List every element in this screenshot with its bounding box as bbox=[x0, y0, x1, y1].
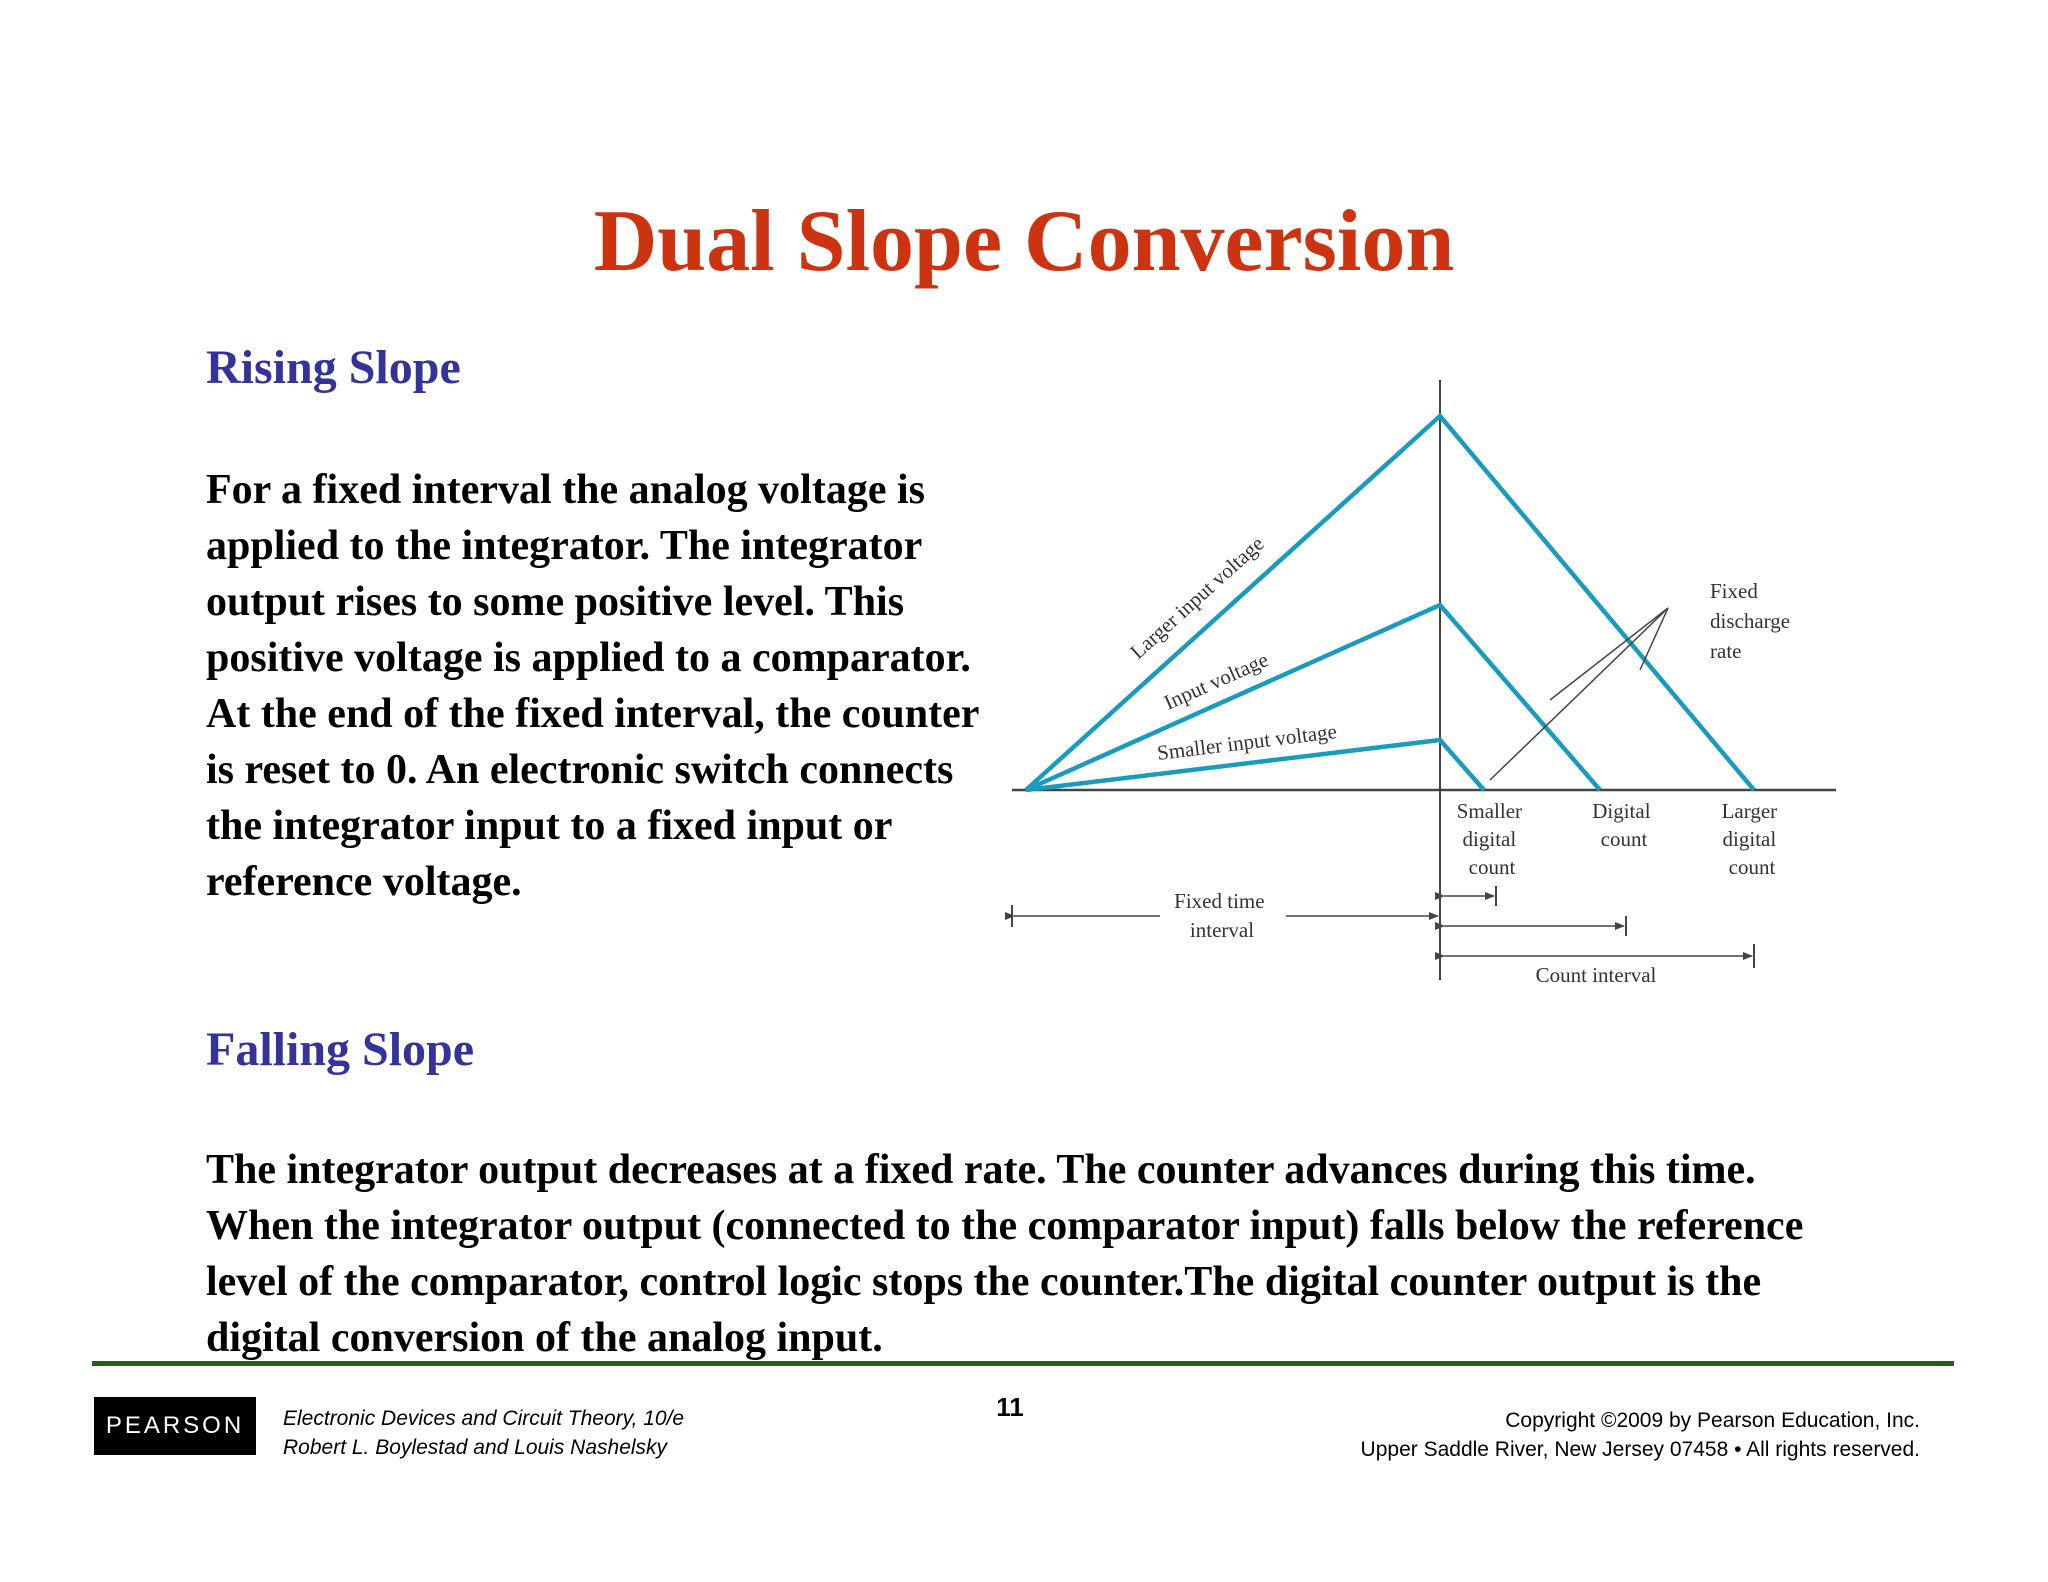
rising-slope-text: For a fixed interval the analog voltage is applied to the integrator. The integrator output rises to some positive level. This positive voltage is applied to a comparator. At the end of the fixed interval, the counter is reset to 0. An electronic switch connects the integrator input to a fixed input or reference voltage. bbox=[206, 467, 979, 905]
larger-input-waveform bbox=[1026, 416, 1754, 790]
falling-slope-text: The integrator output decreases at a fixed rate. The counter advances during this time. When the integrator output (connected to the comparator input) falls below the reference level of the comparator, control logic stops the counter.The digital counter output is the digital conversion of the analog input. bbox=[206, 1147, 1804, 1361]
falling-slope-heading: Falling Slope bbox=[206, 1023, 475, 1076]
discharge-pointer-line bbox=[1550, 608, 1668, 700]
footer-divider bbox=[92, 1361, 1954, 1366]
rights-text: Upper Saddle River, New Jersey 07458 • All rights reserved. bbox=[1360, 1438, 1920, 1461]
copyright-text: Copyright ©2009 by Pearson Education, Inc. bbox=[1505, 1409, 1920, 1432]
rising-slope-heading: Rising Slope bbox=[206, 341, 461, 394]
larger-input-label: Larger input voltage bbox=[1125, 531, 1269, 664]
fixed-time-label: Fixed time interval bbox=[1174, 889, 1265, 942]
smaller-count-label: Smaller digital count bbox=[1456, 799, 1523, 879]
book-authors: Robert L. Boylestad and Louis Nashelsky bbox=[283, 1436, 668, 1459]
fixed-discharge-label: Fixed discharge rate bbox=[1710, 579, 1791, 663]
smaller-input-label: Smaller input voltage bbox=[1155, 719, 1339, 765]
input-waveform bbox=[1026, 605, 1600, 790]
page-number: 11 bbox=[996, 1392, 1024, 1422]
larger-count-label: Larger digital count bbox=[1721, 799, 1778, 879]
count-interval-label: Count interval bbox=[1535, 963, 1657, 987]
footer-book-info bbox=[283, 1404, 684, 1462]
pearson-logo: PEARSON bbox=[94, 1397, 256, 1459]
input-voltage-label: Input voltage bbox=[1160, 647, 1272, 715]
discharge-pointer-line bbox=[1640, 608, 1668, 670]
book-title: Electronic Devices and Circuit Theory, 10/e bbox=[283, 1407, 685, 1430]
page-title: Dual Slope Conversion bbox=[593, 193, 1455, 290]
digital-count-label: Digital count bbox=[1592, 799, 1651, 851]
footer-copyright bbox=[1361, 1406, 1920, 1464]
